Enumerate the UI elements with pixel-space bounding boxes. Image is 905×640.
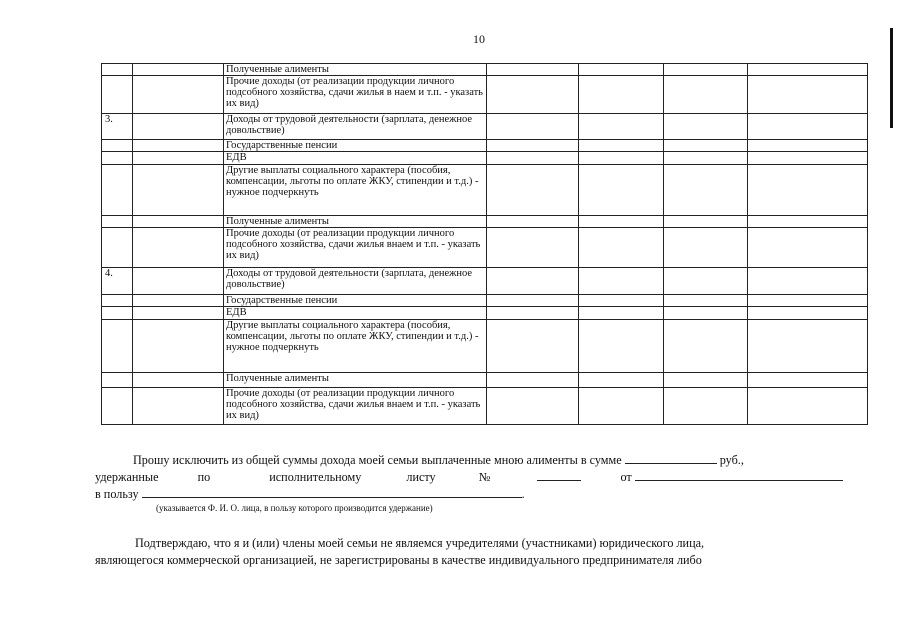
row-number — [102, 76, 133, 114]
amount-cell[interactable] — [748, 268, 868, 295]
row-number — [102, 152, 133, 165]
amount-cell[interactable] — [579, 320, 664, 373]
amount-cell[interactable] — [748, 64, 868, 76]
income-type-cell — [224, 114, 487, 140]
recipient-caption: (указывается Ф. И. О. лица, в пользу которого производится удержание) — [156, 503, 433, 513]
amount-cell[interactable] — [748, 307, 868, 320]
income-type-label: Доходы от трудовой деятельности (зарплата, денежное довольствие) — [226, 114, 473, 136]
row-number — [102, 388, 133, 425]
amount-cell[interactable] — [664, 152, 748, 165]
amount-cell[interactable] — [748, 76, 868, 114]
amount-cell[interactable] — [748, 114, 868, 140]
executive-label: исполнительному — [269, 470, 362, 484]
amount-cell[interactable] — [664, 228, 748, 268]
income-type-label: Прочие доходы (от реализации продукции личного подсобного хозяйства, сдачи жилья в наем и т.п. - указать их вид) — [226, 76, 483, 109]
row-number — [102, 373, 133, 388]
row-number — [102, 140, 133, 152]
member-cell — [133, 307, 224, 320]
amount-cell[interactable] — [664, 388, 748, 425]
row-number: 3. — [102, 114, 133, 140]
table-row — [102, 388, 868, 425]
amount-cell[interactable] — [579, 228, 664, 268]
amount-cell[interactable] — [487, 320, 579, 373]
income-type-cell — [224, 320, 487, 373]
amount-cell[interactable] — [664, 268, 748, 295]
member-cell — [133, 268, 224, 295]
income-type-label: ЕДВ — [226, 152, 247, 163]
income-type-cell — [224, 268, 487, 295]
member-cell — [133, 165, 224, 216]
table-row — [102, 76, 868, 114]
amount-cell[interactable] — [487, 373, 579, 388]
income-type-cell — [224, 152, 487, 165]
amount-cell[interactable] — [748, 216, 868, 228]
amount-cell[interactable] — [579, 152, 664, 165]
table-row — [102, 268, 868, 295]
amount-cell[interactable] — [748, 165, 868, 216]
table-row — [102, 307, 868, 320]
table-row — [102, 373, 868, 388]
recipient-name-field[interactable] — [142, 485, 522, 498]
income-type-label: Государственные пенсии — [226, 140, 338, 151]
member-cell — [133, 228, 224, 268]
member-cell — [133, 114, 224, 140]
income-type-cell — [224, 140, 487, 152]
alimony-request-line — [101, 451, 861, 468]
income-type-cell — [224, 216, 487, 228]
amount-cell[interactable] — [579, 114, 664, 140]
income-type-cell — [224, 165, 487, 216]
table-row — [102, 216, 868, 228]
member-cell — [133, 152, 224, 165]
income-type-cell — [224, 76, 487, 114]
writ-date-field[interactable] — [635, 468, 843, 481]
amount-cell[interactable] — [487, 388, 579, 425]
income-type-label: Государственные пенсии — [226, 295, 338, 306]
amount-cell[interactable] — [579, 165, 664, 216]
amount-cell[interactable] — [487, 228, 579, 268]
amount-cell[interactable] — [748, 295, 868, 307]
amount-cell[interactable] — [579, 216, 664, 228]
member-cell — [133, 320, 224, 373]
member-cell — [133, 64, 224, 76]
table-row — [102, 165, 868, 216]
amount-cell[interactable] — [487, 76, 579, 114]
member-cell — [133, 140, 224, 152]
row-number — [102, 228, 133, 268]
amount-cell[interactable] — [664, 140, 748, 152]
amount-cell[interactable] — [487, 307, 579, 320]
row-number — [102, 320, 133, 373]
amount-cell[interactable] — [664, 320, 748, 373]
amount-cell[interactable] — [487, 295, 579, 307]
in-favor-label: в пользу — [95, 487, 139, 501]
income-type-label: Доходы от трудовой деятельности (зарплата, денежное довольствие) — [226, 268, 473, 290]
income-type-cell — [224, 228, 487, 268]
alimony-amount-field[interactable] — [625, 451, 717, 464]
amount-cell[interactable] — [487, 165, 579, 216]
amount-cell[interactable] — [664, 373, 748, 388]
amount-cell[interactable] — [579, 268, 664, 295]
income-type-label: Полученные алименты — [226, 373, 329, 384]
income-type-cell — [224, 307, 487, 320]
income-type-label: Прочие доходы (от реализации продукции личного подсобного хозяйства, сдачи жилья внаем и т.п. - указать их вид) — [226, 228, 481, 261]
member-cell — [133, 216, 224, 228]
amount-cell[interactable] — [664, 64, 748, 76]
income-type-cell — [224, 373, 487, 388]
sheet-label: листу — [406, 470, 436, 484]
number-sign: № — [478, 470, 491, 484]
amount-cell[interactable] — [579, 64, 664, 76]
member-cell — [133, 76, 224, 114]
amount-cell[interactable] — [487, 114, 579, 140]
income-type-cell — [224, 64, 487, 76]
income-type-label: Полученные алименты — [226, 216, 329, 227]
table-row — [102, 140, 868, 152]
amount-cell[interactable] — [748, 228, 868, 268]
amount-cell[interactable] — [487, 268, 579, 295]
from-label: от — [620, 470, 632, 484]
row-number — [102, 165, 133, 216]
amount-cell[interactable] — [748, 320, 868, 373]
amount-cell[interactable] — [487, 64, 579, 76]
confirmation-line-1: Подтверждаю, что я и (или) члены моей семьи не являемся учредителями (участниками) юридического лица, — [135, 536, 705, 550]
amount-cell[interactable] — [487, 140, 579, 152]
amount-cell[interactable] — [487, 216, 579, 228]
member-cell — [133, 295, 224, 307]
table-row — [102, 152, 868, 165]
income-type-label: Полученные алименты — [226, 64, 329, 75]
row-number — [102, 295, 133, 307]
income-type-cell — [224, 388, 487, 425]
amount-cell[interactable] — [579, 76, 664, 114]
row-number — [102, 216, 133, 228]
amount-cell[interactable] — [664, 114, 748, 140]
member-cell — [133, 373, 224, 388]
alimony-request-text: Прошу исключить из общей суммы дохода моей семьи выплаченные мною алименты в сумме — [133, 453, 622, 467]
amount-cell[interactable] — [579, 373, 664, 388]
member-cell — [133, 388, 224, 425]
writ-number-field[interactable] — [537, 468, 581, 481]
income-table — [101, 63, 868, 425]
income-type-label: ЕДВ — [226, 307, 247, 318]
amount-cell[interactable] — [748, 152, 868, 165]
row-number — [102, 307, 133, 320]
rub-label: руб., — [719, 453, 744, 467]
withheld-label: удержанные — [95, 470, 159, 484]
row-number — [102, 64, 133, 76]
amount-cell[interactable] — [579, 140, 664, 152]
table-row — [102, 114, 868, 140]
amount-cell[interactable] — [748, 140, 868, 152]
amount-cell[interactable] — [579, 388, 664, 425]
amount-cell[interactable] — [748, 388, 868, 425]
by-label: по — [197, 470, 211, 484]
table-row — [102, 228, 868, 268]
income-type-cell — [224, 295, 487, 307]
amount-cell[interactable] — [664, 216, 748, 228]
amount-cell[interactable] — [487, 152, 579, 165]
page-number: 10 — [473, 32, 485, 46]
writ-line — [95, 468, 865, 485]
income-type-label: Другие выплаты социального характера (пособия, компенсации, льготы по оплате ЖКУ, стипендии и т.д.) - нужное подчеркнуть — [226, 320, 479, 353]
amount-cell[interactable] — [664, 76, 748, 114]
margin-line — [890, 28, 893, 128]
table-row — [102, 295, 868, 307]
amount-cell[interactable] — [579, 307, 664, 320]
row-number: 4. — [102, 268, 133, 295]
amount-cell[interactable] — [748, 373, 868, 388]
amount-cell[interactable] — [579, 295, 664, 307]
table-row — [102, 64, 868, 76]
amount-cell[interactable] — [664, 307, 748, 320]
income-type-label: Прочие доходы (от реализации продукции личного подсобного хозяйства, сдачи жилья внаем и т.п. - указать их вид) — [226, 388, 481, 421]
amount-cell[interactable] — [664, 165, 748, 216]
confirmation-line-2: являющегося коммерческой организацией, не зарегистрированы в качестве индивидуального предпринимателя либо — [95, 553, 702, 567]
in-favor-line: в пользу . — [95, 487, 525, 501]
amount-cell[interactable] — [664, 295, 748, 307]
income-type-label: Другие выплаты социального характера (пособия, компенсации, льготы по оплате ЖКУ, стипендии и т.д.) - нужное подчеркнуть — [226, 165, 479, 198]
table-row — [102, 320, 868, 373]
